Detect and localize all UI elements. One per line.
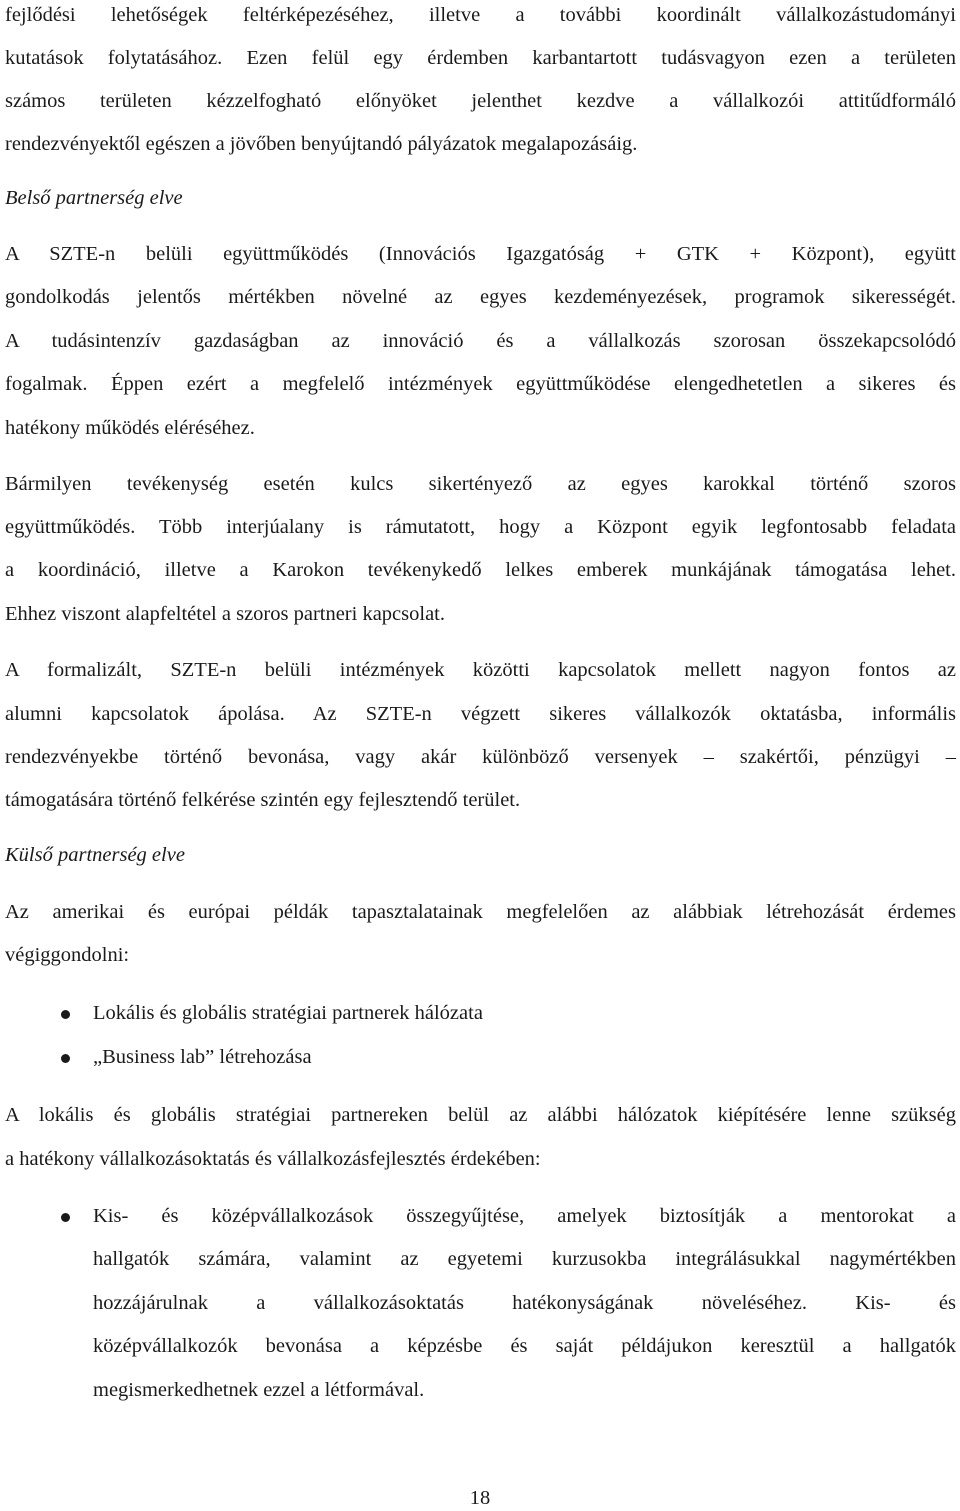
section-heading-internal: Belső partnerség elve	[5, 187, 183, 209]
text-line: alumni kapcsolatok ápolása. Az SZTE-n végzett sikeres vállalkozók oktatásba, informális	[5, 703, 956, 725]
text-line: hatékony működés eléréséhez.	[5, 417, 255, 439]
text-line: Bármilyen tevékenység esetén kulcs sikertényező az egyes karokkal történő szoros	[5, 473, 956, 495]
text-line: rendezvényekbe történő bevonása, vagy akár különböző versenyek – szakértői, pénzügyi –	[5, 746, 956, 768]
text-line: rendezvényektől egészen a jövőben benyújtandó pályázatok megalapozásáig.	[5, 133, 638, 155]
text-line: Ehhez viszont alapfeltétel a szoros partneri kapcsolat.	[5, 603, 445, 625]
bullet-icon	[61, 1213, 70, 1222]
text-line: támogatására történő felkérése szintén egy fejlesztendő terület.	[5, 789, 521, 811]
text-line: A SZTE-n belüli együttműködés (Innovációs Igazgatóság + GTK + Központ), együtt	[5, 243, 956, 265]
bullet-icon	[61, 1010, 70, 1019]
text-line: A lokális és globális stratégiai partnereken belül az alábbi hálózatok kiépítésére lenne szükség	[5, 1104, 956, 1126]
text-line: számos területen kézzelfogható előnyöket jelenthet kezdve a vállalkozói attitűdformáló	[5, 90, 956, 112]
list-item-text-line: hozzájárulnak a vállalkozásoktatás hatékonyságának növeléséhez. Kis- és	[93, 1292, 956, 1314]
list-item-text: „Business lab” létrehozása	[93, 1046, 312, 1068]
page-number: 18	[469, 1487, 491, 1509]
text-line: A tudásintenzív gazdaságban az innováció és a vállalkozás szorosan összekapcsolódó	[5, 330, 956, 352]
section-heading-external: Külső partnerség elve	[5, 844, 185, 866]
text-line: együttműködés. Több interjúalany is rámutatott, hogy a Központ egyik legfontosabb feladata	[5, 516, 956, 538]
bullet-icon	[61, 1054, 70, 1063]
text-line: a koordináció, illetve a Karokon tevékenykedő lelkes emberek munkájának támogatása lehet.	[5, 559, 956, 581]
text-line: fogalmak. Éppen ezért a megfelelő intézmények együttműködése elengedhetetlen a sikeres és	[5, 373, 956, 395]
text-line: fejlődési lehetőségek feltérképezéséhez, illetve a további koordinált vállalkozástudományi	[5, 4, 956, 26]
text-line: Az amerikai és európai példák tapasztalatainak megfelelően az alábbiak létrehozását érdemes	[5, 901, 956, 923]
list-item-text-line: középvállalkozók bevonása a képzésbe és saját példájukon keresztül a hallgatók	[93, 1335, 956, 1357]
list-item-text-line: megismerkedhetnek ezzel a létformával.	[93, 1379, 425, 1401]
text-line: gondolkodás jelentős mértékben növelné az egyes kezdeményezések, programok sikerességét.	[5, 286, 956, 308]
text-line: a hatékony vállalkozásoktatás és vállalkozásfejlesztés érdekében:	[5, 1148, 541, 1170]
text-line: kutatások folytatásához. Ezen felül egy érdemben karbantartott tudásvagyon ezen a területen	[5, 47, 956, 69]
text-line: A formalizált, SZTE-n belüli intézmények közötti kapcsolatok mellett nagyon fontos az	[5, 659, 956, 681]
text-line: végiggondolni:	[5, 944, 130, 966]
list-item-text: Lokális és globális stratégiai partnerek hálózata	[93, 1002, 483, 1024]
list-item-text-line: hallgatók számára, valamint az egyetemi kurzusokba integrálásukkal nagymértékben	[93, 1248, 956, 1270]
list-item-text-line: Kis- és középvállalkozások összegyűjtése, amelyek biztosítják a mentorokat a	[93, 1205, 956, 1227]
